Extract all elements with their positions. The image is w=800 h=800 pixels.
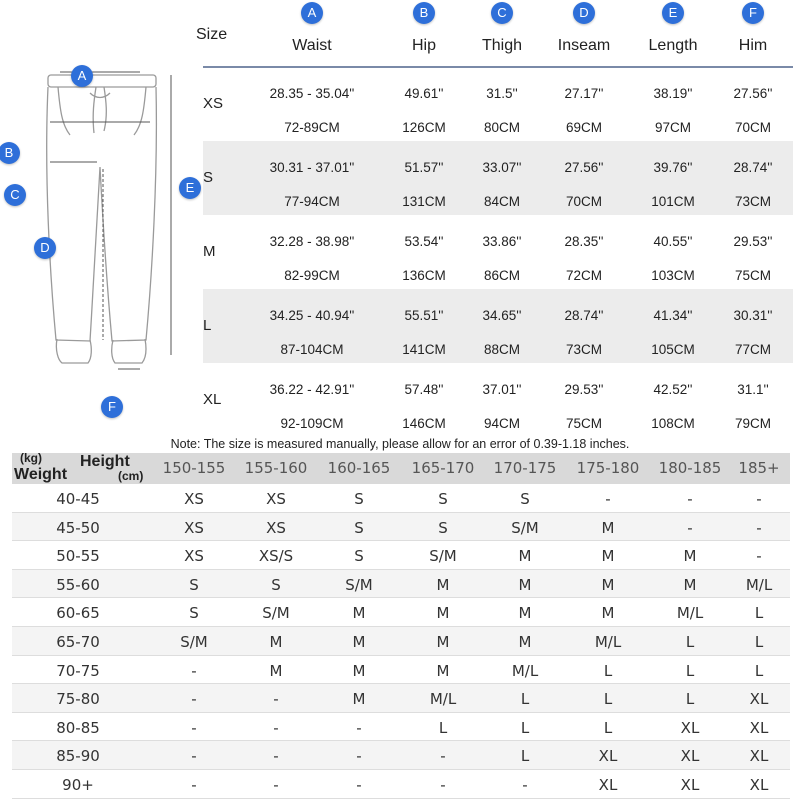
recommended-size-cell: S: [354, 518, 364, 537]
size-cell-inches: 55.51'': [404, 308, 444, 323]
size-cell-cm: 141CM: [402, 342, 446, 357]
recommended-size-cell: M: [352, 604, 366, 623]
size-cell-inches: 31.5'': [486, 86, 518, 101]
recommended-size-cell: M: [436, 661, 450, 680]
recommended-size-cell: XL: [749, 718, 769, 737]
recommended-size-cell: M: [352, 661, 366, 680]
recommended-size-cell: M: [683, 547, 697, 566]
recommended-size-cell: S/M: [511, 518, 539, 537]
column-label-inseam: Inseam: [557, 37, 611, 54]
size-cell-cm: 146CM: [402, 416, 446, 431]
recommended-size-cell: -: [191, 747, 197, 766]
size-cell-cm: 126CM: [402, 120, 446, 135]
size-cell-cm: 73CM: [734, 194, 772, 209]
size-cell-inches: 40.55'': [653, 234, 693, 249]
recommended-size-cell: S: [189, 604, 199, 623]
pants-diagram: [0, 55, 200, 425]
size-cell-inches: 34.25 - 40.94'': [269, 308, 355, 323]
height-col-1: 150-155: [162, 459, 226, 477]
size-cell-inches: 51.57'': [404, 160, 444, 175]
recommended-size-cell: XL: [680, 747, 700, 766]
weight-row: [12, 770, 790, 799]
recommended-size-cell: L: [685, 690, 695, 709]
cm-unit-label: (cm): [118, 469, 144, 483]
recommended-size-cell: M: [518, 633, 532, 651]
weight-row: [12, 598, 790, 627]
height-col-8: 185+: [738, 459, 780, 477]
recommended-size-cell: L: [520, 690, 530, 709]
size-cell-cm: 70CM: [734, 120, 772, 135]
size-cell-inches: 30.31'': [733, 308, 773, 323]
recommended-size-cell: M: [518, 547, 532, 566]
recommended-size-cell: L: [603, 690, 613, 709]
weight-row: [12, 713, 790, 742]
column-badge-waist-icon: A: [301, 2, 323, 24]
column-label-hip: Hip: [411, 37, 437, 54]
column-label-waist: Waist: [292, 37, 332, 54]
size-cell-cm: 86CM: [483, 268, 521, 283]
column-badge-length-icon: E: [662, 2, 684, 24]
size-cell-cm: 69CM: [565, 120, 603, 135]
recommended-size-cell: XL: [598, 776, 618, 794]
recommended-size-cell: -: [191, 690, 197, 709]
recommended-size-cell: M: [436, 575, 450, 594]
column-label-him: Him: [738, 37, 768, 54]
size-cell-inches: 38.19'': [653, 86, 693, 101]
size-cell-inches: 49.61'': [404, 86, 444, 101]
size-cell-inches: 29.53'': [564, 382, 604, 397]
height-col-3: 160-165: [327, 459, 391, 477]
size-cell-cm: 97CM: [654, 120, 692, 135]
column-badge-thigh-icon: C: [491, 2, 513, 24]
recommended-size-cell: M/L: [429, 690, 457, 709]
weight-row: [12, 570, 790, 599]
badge-b-icon: B: [0, 142, 20, 164]
size-cell-inches: 27.56'': [733, 86, 773, 101]
size-cell-cm: 108CM: [651, 416, 695, 431]
recommended-size-cell: M: [352, 633, 366, 651]
recommended-size-cell: -: [522, 776, 528, 794]
recommended-size-cell: -: [273, 718, 279, 737]
size-cell-inches: 34.65'': [482, 308, 522, 323]
weight-row: [12, 627, 790, 656]
header-rule: [203, 66, 793, 68]
size-cell-cm: 80CM: [483, 120, 521, 135]
recommended-size-cell: L: [754, 661, 764, 680]
recommended-size-cell: XS: [266, 490, 286, 508]
column-badge-hip-icon: B: [413, 2, 435, 24]
size-cell-inches: 30.31 - 37.01'': [269, 160, 355, 175]
size-row-label: M: [203, 243, 216, 260]
size-cell-inches: 42.52'': [653, 382, 693, 397]
badge-e-icon: E: [179, 177, 201, 199]
size-cell-cm: 131CM: [402, 194, 446, 209]
recommended-size-cell: M: [601, 575, 615, 594]
size-cell-cm: 70CM: [565, 194, 603, 209]
weight-row: [12, 541, 790, 570]
height-axis-label: Height: [80, 453, 130, 470]
weight-label: 75-80: [56, 690, 100, 709]
recommended-size-cell: XS: [184, 490, 204, 508]
recommended-size-cell: L: [685, 633, 695, 651]
size-row-label: L: [203, 317, 212, 334]
column-label-length: Length: [648, 37, 698, 54]
weight-label: 65-70: [56, 633, 100, 651]
size-cell-cm: 72CM: [565, 268, 603, 283]
size-cell-cm: 105CM: [651, 342, 695, 357]
kg-unit-label: (kg): [20, 451, 42, 465]
recommended-size-cell: -: [687, 518, 693, 537]
recommended-size-cell: M: [601, 547, 615, 566]
recommended-size-cell: M: [436, 633, 450, 651]
recommended-size-cell: -: [191, 718, 197, 737]
weight-label: 70-75: [56, 661, 100, 680]
size-cell-inches: 36.22 - 42.91'': [269, 382, 355, 397]
recommended-size-cell: S: [271, 575, 281, 594]
size-cell-cm: 82-99CM: [284, 268, 340, 283]
size-cell-cm: 72-89CM: [284, 120, 340, 135]
recommended-size-cell: S/M: [345, 575, 373, 594]
recommended-size-cell: XL: [680, 776, 700, 794]
size-cell-cm: 73CM: [565, 342, 603, 357]
size-cell-inches: 29.53'': [733, 234, 773, 249]
weight-label: 85-90: [56, 747, 100, 766]
size-cell-cm: 92-109CM: [280, 416, 344, 431]
size-cell-inches: 27.56'': [564, 160, 604, 175]
recommended-size-cell: -: [756, 547, 762, 566]
recommended-size-cell: M: [683, 575, 697, 594]
size-row-label: XS: [203, 95, 224, 112]
recommended-size-cell: M: [269, 633, 283, 651]
size-cell-cm: 136CM: [402, 268, 446, 283]
recommended-size-cell: XL: [749, 747, 769, 766]
recommended-size-cell: -: [440, 747, 446, 766]
badge-c-icon: C: [4, 184, 26, 206]
size-cell-inches: 41.34'': [653, 308, 693, 323]
weight-row: [12, 513, 790, 542]
weight-label: 40-45: [56, 490, 100, 508]
recommended-size-cell: -: [273, 776, 279, 794]
recommended-size-cell: XL: [749, 776, 769, 794]
recommended-size-cell: -: [191, 776, 197, 794]
size-cell-inches: 28.74'': [564, 308, 604, 323]
weight-label: 45-50: [56, 518, 100, 537]
recommended-size-cell: XS/S: [258, 547, 294, 566]
recommended-size-cell: S: [438, 518, 448, 537]
recommended-size-cell: M: [601, 518, 615, 537]
size-cell-inches: 28.35 - 35.04'': [269, 86, 355, 101]
recommended-size-cell: -: [756, 518, 762, 537]
size-cell-cm: 88CM: [483, 342, 521, 357]
size-cell-inches: 33.86'': [482, 234, 522, 249]
recommended-size-cell: L: [685, 661, 695, 680]
weight-row: [12, 741, 790, 770]
recommended-size-cell: S: [189, 575, 199, 594]
recommended-size-cell: L: [520, 718, 530, 737]
recommended-size-cell: M/L: [511, 661, 539, 680]
recommended-size-cell: S: [354, 490, 364, 508]
weight-label: 50-55: [56, 547, 100, 566]
weight-label: 90+: [62, 776, 94, 794]
recommended-size-cell: M/L: [745, 575, 773, 594]
height-col-5: 170-175: [493, 459, 557, 477]
weight-label: 55-60: [56, 575, 100, 594]
weight-row: [12, 656, 790, 685]
recommended-size-cell: L: [520, 747, 530, 766]
recommended-size-cell: S: [438, 490, 448, 508]
weight-label: 80-85: [56, 718, 100, 737]
height-header-row: [12, 453, 790, 484]
recommended-size-cell: M: [518, 604, 532, 623]
size-cell-cm: 94CM: [483, 416, 521, 431]
recommended-size-cell: XL: [749, 690, 769, 709]
recommended-size-cell: M: [269, 661, 283, 680]
recommended-size-cell: M/L: [594, 633, 622, 651]
size-cell-cm: 87-104CM: [280, 342, 344, 357]
recommended-size-cell: -: [356, 747, 362, 766]
column-badge-him-icon: F: [742, 2, 764, 24]
size-cell-inches: 37.01'': [482, 382, 522, 397]
badge-f-icon: F: [101, 396, 123, 418]
recommended-size-cell: M: [518, 575, 532, 594]
weight-axis-label: Weight: [14, 466, 68, 483]
recommended-size-cell: L: [754, 604, 764, 623]
size-cell-inches: 28.74'': [733, 160, 773, 175]
size-cell-cm: 103CM: [651, 268, 695, 283]
recommended-size-cell: L: [603, 661, 613, 680]
height-col-7: 180-185: [658, 459, 722, 477]
size-cell-cm: 77-94CM: [284, 194, 340, 209]
size-cell-cm: 79CM: [734, 416, 772, 431]
recommended-size-cell: -: [356, 718, 362, 737]
recommended-size-cell: -: [356, 776, 362, 794]
column-badge-inseam-icon: D: [573, 2, 595, 24]
size-cell-cm: 75CM: [565, 416, 603, 431]
recommended-size-cell: XS: [184, 518, 204, 537]
size-cell-cm: 77CM: [734, 342, 772, 357]
recommended-size-cell: S/M: [429, 547, 457, 566]
size-cell-cm: 101CM: [651, 194, 695, 209]
measurement-note: Note: The size is measured manually, please allow for an error of 0.39-1.18 inches.: [170, 437, 630, 451]
recommended-size-cell: -: [605, 490, 611, 508]
size-cell-inches: 31.1'': [737, 382, 769, 397]
column-label-thigh: Thigh: [481, 37, 523, 54]
recommended-size-cell: -: [756, 490, 762, 508]
size-cell-inches: 32.28 - 38.98'': [269, 234, 355, 249]
size-row-label: XL: [203, 391, 222, 408]
size-cell-cm: 75CM: [734, 268, 772, 283]
recommended-size-cell: -: [440, 776, 446, 794]
weight-row: [12, 484, 790, 513]
size-header: Size: [196, 26, 228, 43]
height-col-2: 155-160: [244, 459, 308, 477]
size-cell-inches: 27.17'': [564, 86, 604, 101]
recommended-size-cell: L: [754, 633, 764, 651]
recommended-size-cell: L: [603, 718, 613, 737]
badge-d-icon: D: [34, 237, 56, 259]
recommended-size-cell: -: [273, 747, 279, 766]
badge-a-icon: A: [71, 65, 93, 87]
size-cell-inches: 53.54'': [404, 234, 444, 249]
recommended-size-cell: S: [354, 547, 364, 566]
weight-label: 60-65: [56, 604, 100, 623]
recommended-size-cell: XL: [680, 718, 700, 737]
recommended-size-cell: XL: [598, 747, 618, 766]
recommended-size-cell: -: [687, 490, 693, 508]
recommended-size-cell: M/L: [676, 604, 704, 623]
size-row-label: S: [203, 169, 214, 186]
recommended-size-cell: M: [352, 690, 366, 709]
size-cell-cm: 84CM: [483, 194, 521, 209]
recommended-size-cell: L: [438, 718, 448, 737]
size-cell-inches: 28.35'': [564, 234, 604, 249]
size-cell-inches: 39.76'': [653, 160, 693, 175]
size-cell-inches: 33.07'': [482, 160, 522, 175]
size-cell-inches: 57.48'': [404, 382, 444, 397]
row-divider: [12, 798, 790, 799]
recommended-size-cell: XS: [266, 518, 286, 537]
weight-row: [12, 684, 790, 713]
recommended-size-cell: S/M: [180, 633, 208, 651]
recommended-size-cell: S: [520, 490, 530, 508]
recommended-size-cell: XS: [184, 547, 204, 566]
recommended-size-cell: -: [191, 661, 197, 680]
height-col-4: 165-170: [411, 459, 475, 477]
recommended-size-cell: -: [273, 690, 279, 709]
height-col-6: 175-180: [576, 459, 640, 477]
recommended-size-cell: M: [601, 604, 615, 623]
recommended-size-cell: M: [436, 604, 450, 623]
recommended-size-cell: S/M: [262, 604, 290, 623]
